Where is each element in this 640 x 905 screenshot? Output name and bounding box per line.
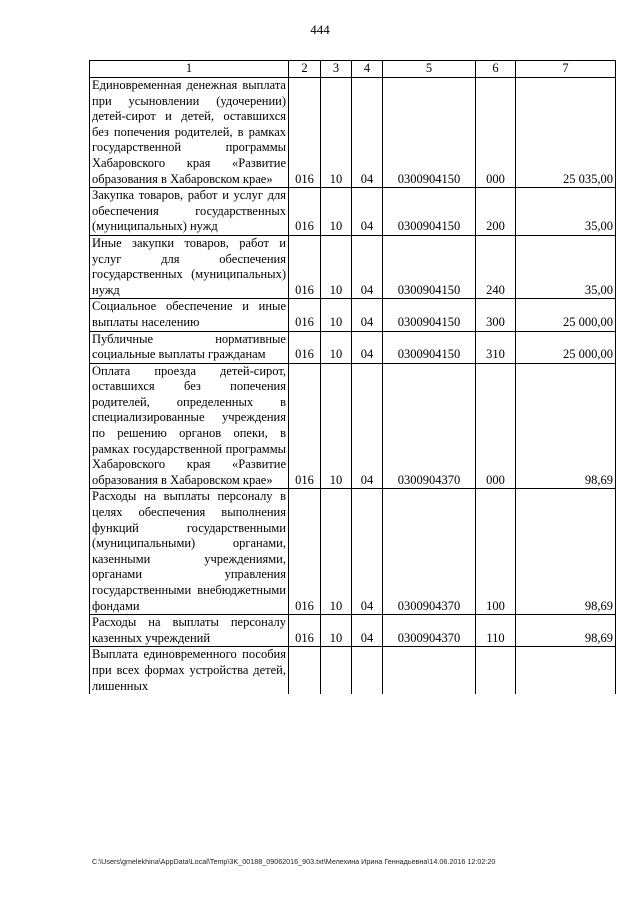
file-path-footer: C:\Users\gmelekhina\AppData\Local\Temp\3K_00188_09062016_903.txt\Мелехина Ирина Геннадьевна\14.06.2016 12:02:20 (92, 857, 496, 866)
row-ministry-code: 016 (289, 363, 321, 489)
page-number: 444 (310, 22, 330, 37)
row-expense-type: 200 (476, 188, 516, 236)
row-amount: 25 000,00 (516, 331, 616, 363)
row-amount: 35,00 (516, 235, 616, 298)
row-section: 10 (321, 188, 352, 236)
row-subsection: 04 (352, 188, 383, 236)
table-row (90, 188, 616, 236)
row-subsection: 04 (352, 615, 383, 647)
row-target-article: 0300904150 (383, 78, 476, 188)
header-col-2: 2 (289, 61, 321, 78)
row-amount (516, 647, 616, 694)
row-section: 10 (321, 78, 352, 188)
table-row (90, 235, 616, 298)
row-target-article: 0300904150 (383, 299, 476, 331)
row-name: Иные закупки товаров, работ и услуг для обеспечения государственных (муниципальных) нужд (90, 235, 289, 298)
row-name: Оплата проезда детей-сирот, оставшихся без попечения родителей, определенных в специализированные учреждения по решению органов опеки, в рамках государственной программы Хабаровского края «Развитие образования в Хабаровском крае» (90, 363, 289, 489)
row-target-article: 0300904150 (383, 331, 476, 363)
row-name: Закупка товаров, работ и услуг для обеспечения государственных (муниципальных) нужд (90, 188, 289, 236)
table-row (90, 78, 616, 188)
row-ministry-code: 016 (289, 188, 321, 236)
row-target-article: 0300904150 (383, 188, 476, 236)
row-amount: 25 035,00 (516, 78, 616, 188)
row-subsection: 04 (352, 363, 383, 489)
row-name: Расходы на выплаты персоналу казенных учреждений (90, 615, 289, 647)
budget-table (89, 60, 616, 694)
row-target-article (383, 647, 476, 694)
row-target-article: 0300904370 (383, 363, 476, 489)
table-row (90, 299, 616, 331)
row-subsection: 04 (352, 331, 383, 363)
row-section: 10 (321, 331, 352, 363)
row-section: 10 (321, 299, 352, 331)
row-name: Социальное обеспечение и иные выплаты населению (90, 299, 289, 331)
row-ministry-code (289, 647, 321, 694)
row-ministry-code: 016 (289, 299, 321, 331)
row-ministry-code: 016 (289, 331, 321, 363)
header-row (90, 61, 616, 78)
row-amount: 98,69 (516, 363, 616, 489)
header-col-7: 7 (516, 61, 616, 78)
row-section: 10 (321, 235, 352, 298)
row-amount: 98,69 (516, 489, 616, 615)
row-target-article: 0300904150 (383, 235, 476, 298)
table-row (90, 363, 616, 489)
row-section: 10 (321, 363, 352, 489)
header-col-3: 3 (321, 61, 352, 78)
row-expense-type: 000 (476, 78, 516, 188)
header-col-4: 4 (352, 61, 383, 78)
row-expense-type: 310 (476, 331, 516, 363)
row-target-article: 0300904370 (383, 615, 476, 647)
table-row (90, 647, 616, 694)
table-row (90, 489, 616, 615)
row-amount: 98,69 (516, 615, 616, 647)
row-amount: 25 000,00 (516, 299, 616, 331)
header-col-1: 1 (90, 61, 289, 78)
row-subsection: 04 (352, 489, 383, 615)
row-name: Единовременная денежная выплата при усыновлении (удочерении) детей-сирот и детей, оставшихся без попечения родителей, в рамках государственной программы Хабаровского края «Развитие образования в Хабаровском крае» (90, 78, 289, 188)
row-subsection: 04 (352, 299, 383, 331)
row-target-article: 0300904370 (383, 489, 476, 615)
row-section (321, 647, 352, 694)
row-ministry-code: 016 (289, 489, 321, 615)
row-expense-type (476, 647, 516, 694)
row-subsection (352, 647, 383, 694)
header-col-5: 5 (383, 61, 476, 78)
table-row (90, 615, 616, 647)
row-expense-type: 110 (476, 615, 516, 647)
row-ministry-code: 016 (289, 78, 321, 188)
row-expense-type: 300 (476, 299, 516, 331)
row-ministry-code: 016 (289, 235, 321, 298)
row-ministry-code: 016 (289, 615, 321, 647)
row-amount: 35,00 (516, 188, 616, 236)
row-expense-type: 000 (476, 363, 516, 489)
header-col-6: 6 (476, 61, 516, 78)
row-name: Выплата единовременного пособия при всех формах устройства детей, лишенных (90, 647, 289, 694)
row-expense-type: 240 (476, 235, 516, 298)
table-row (90, 331, 616, 363)
row-section: 10 (321, 615, 352, 647)
row-name: Публичные нормативные социальные выплаты гражданам (90, 331, 289, 363)
row-subsection: 04 (352, 235, 383, 298)
row-section: 10 (321, 489, 352, 615)
row-subsection: 04 (352, 78, 383, 188)
row-name: Расходы на выплаты персоналу в целях обеспечения выполнения функций государственными (муниципальными) органами, казенными учреждениями, органами управления государственными внебюджетными фондами (90, 489, 289, 615)
row-expense-type: 100 (476, 489, 516, 615)
